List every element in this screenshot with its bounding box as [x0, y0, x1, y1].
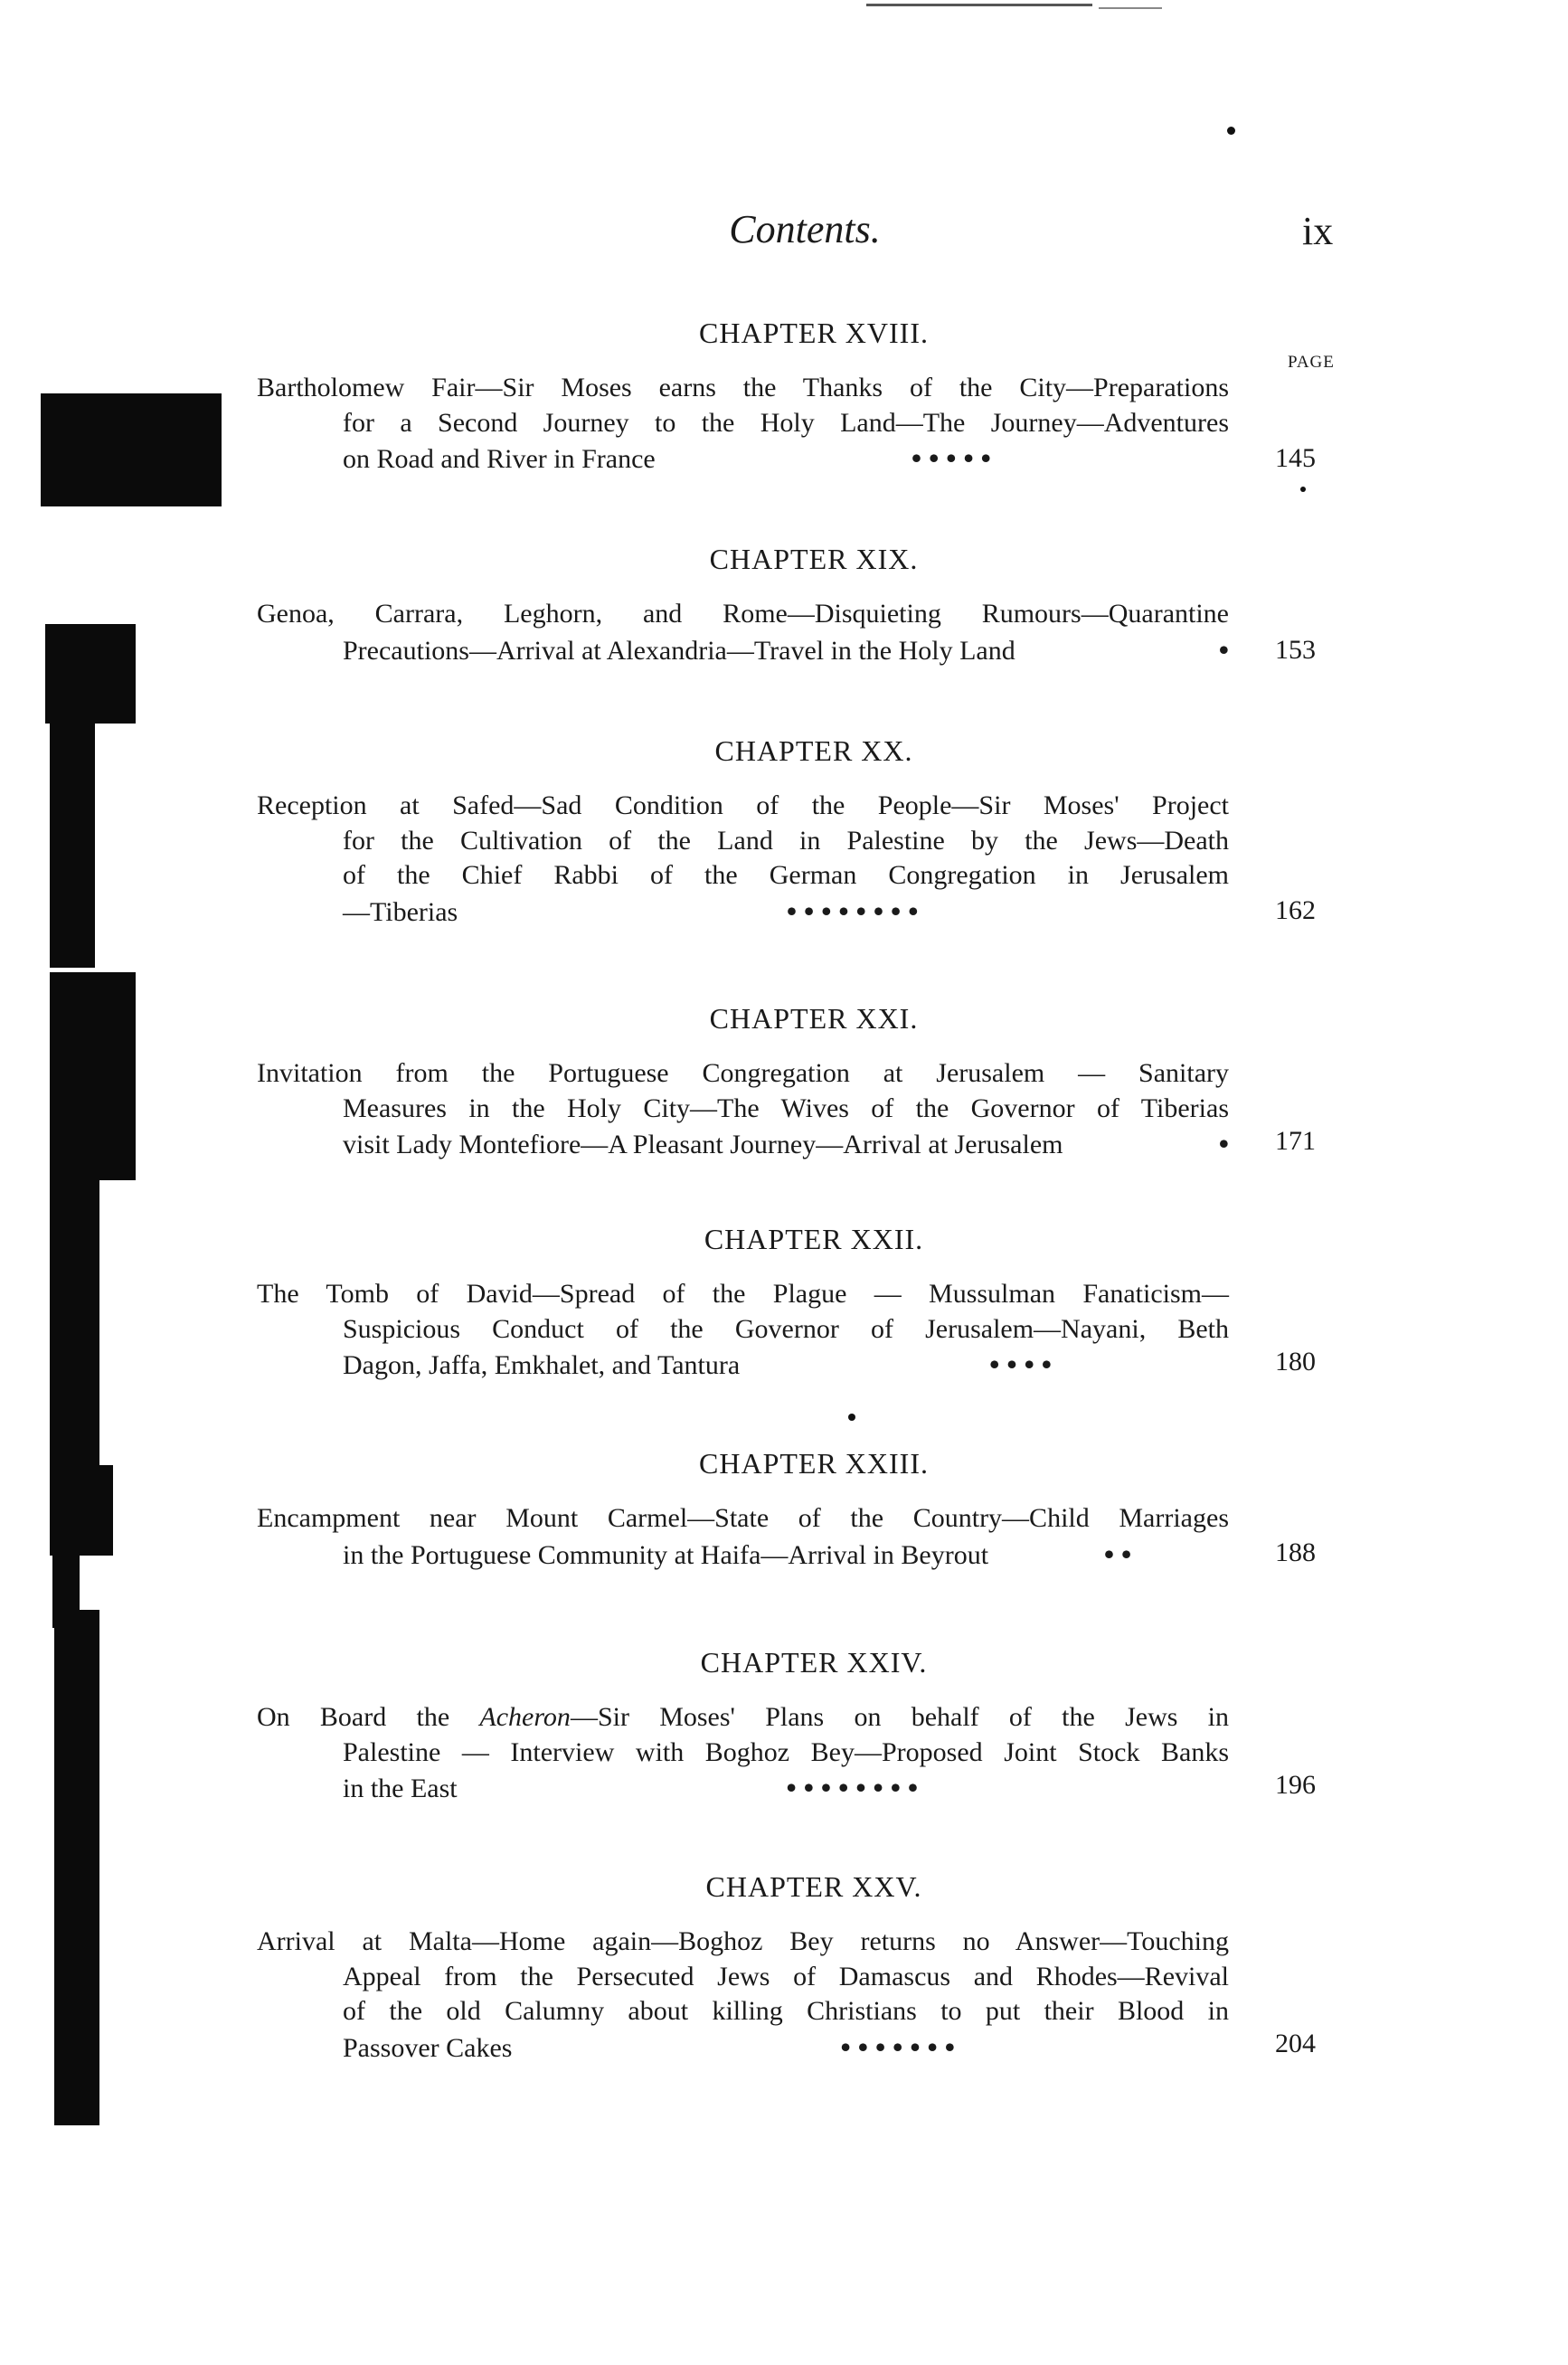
dot-leaders: • • • • • • • • — [786, 1771, 919, 1803]
chapter-heading: CHAPTER XIX. — [709, 543, 919, 575]
summary-text: —Sir Moses' Plans on behalf of the Jews in — [570, 1702, 1229, 1732]
chapter-summary — [257, 1700, 1229, 1807]
chapter-heading: CHAPTER XX. — [714, 734, 913, 767]
dot-leaders: • • • • • — [911, 441, 991, 474]
dot-leaders: • • • • • • • — [840, 2029, 955, 2063]
dot-leaders: • — [1218, 632, 1229, 666]
chapter-page-number: 171 — [1275, 1126, 1316, 1156]
summary-line: Suspicious Conduct of the Governor of Jerusalem—Nayani, Beth — [343, 1313, 1229, 1344]
chapter-summary — [257, 1501, 1229, 1573]
summary-line: of the Chief Rabbi of the German Congregation in Jerusalem — [343, 860, 1229, 890]
dot-leaders: • • • • — [989, 1348, 1052, 1380]
chapter-page-number: 153 — [1275, 635, 1316, 665]
chapter-summary — [257, 1056, 1229, 1163]
summary-line: visit Lady Montefiore—A Pleasant Journey—Arrival at Jerusalem — [343, 1130, 1063, 1159]
top-rule — [866, 4, 1092, 6]
chapter-page-number: 204 — [1275, 2029, 1316, 2058]
chapter-page-number: 196 — [1275, 1770, 1316, 1800]
summary-line: in the East — [343, 1774, 458, 1803]
chapter-page-number: 188 — [1275, 1537, 1316, 1567]
chapter-summary — [257, 597, 1229, 668]
scan-margin-shadow — [50, 972, 136, 1180]
ink-speck — [1300, 487, 1306, 492]
chapter-summary — [257, 789, 1229, 930]
ship-name: Acheron — [479, 1702, 571, 1732]
summary-line: The Tomb of David—Spread of the Plague — Mussulman Fanaticism— — [257, 1279, 1229, 1309]
summary-line: Palestine — Interview with Boghoz Bey—Proposed Joint Stock Banks — [343, 1736, 1229, 1767]
summary-line: Measures in the Holy City—The Wives of the Governor of Tiberias — [343, 1093, 1229, 1123]
top-rule-fragment — [1099, 7, 1162, 9]
chapter-summary — [257, 371, 1229, 478]
summary-line: in the Portuguese Community at Haifa—Arrival in Beyrout — [343, 1539, 989, 1570]
summary-line: Appeal from the Persecuted Jews of Damascus and Rhodes—Revival — [343, 1961, 1229, 1991]
summary-line: Precautions—Arrival at Alexandria—Travel in the Holy Land — [343, 635, 1015, 666]
summary-line: of the old Calumny about killing Christians to put their Blood in — [343, 1996, 1229, 2026]
summary-last-line — [257, 1347, 1229, 1384]
summary-line: on Road and River in France — [343, 444, 656, 474]
page-number: ix — [1302, 209, 1334, 253]
chapter-page-number: 145 — [1275, 443, 1316, 473]
summary-line: Encampment near Mount Carmel—State of the Country—Child Marriages — [257, 1503, 1229, 1533]
summary-last-line — [257, 632, 1229, 669]
summary-last-line — [257, 2029, 1229, 2067]
scan-margin-shadow — [50, 724, 95, 968]
summary-text: On Board the — [257, 1702, 480, 1732]
scan-margin-shadow — [50, 1465, 113, 1556]
page-column-label: PAGE — [1288, 353, 1335, 372]
dot-leaders: • — [1218, 1127, 1229, 1159]
summary-line: for a Second Journey to the Holy Land—The Journey—Adventures — [343, 407, 1229, 438]
summary-line: —Tiberias — [343, 896, 458, 927]
chapter-summary — [257, 1277, 1229, 1384]
ink-speck — [1227, 127, 1235, 135]
scan-margin-shadow — [41, 393, 222, 506]
summary-line: Arrival at Malta—Home again—Boghoz Bey returns no Answer—Touching — [257, 1926, 1229, 1956]
dot-leaders: • • • • • • • • — [786, 894, 919, 927]
summary-last-line — [257, 440, 1229, 478]
chapter-heading: CHAPTER XXIII. — [699, 1447, 929, 1480]
scan-margin-shadow — [45, 624, 136, 724]
scan-margin-shadow — [54, 1610, 99, 2125]
summary-line: Dagon, Jaffa, Emkhalet, and Tantura — [343, 1350, 741, 1380]
dot-leaders: • • — [1103, 1537, 1132, 1570]
summary-line: Invitation from the Portuguese Congregation at Jerusalem — Sanitary — [257, 1058, 1229, 1088]
chapter-heading: CHAPTER XXIV. — [700, 1646, 928, 1679]
summary-line — [257, 1700, 1229, 1736]
chapter-page-number: 162 — [1275, 895, 1316, 925]
running-title: Contents. — [729, 207, 881, 251]
ink-speck — [848, 1414, 855, 1421]
chapter-heading: CHAPTER XXI. — [709, 1002, 919, 1035]
summary-line: Genoa, Carrara, Leghorn, and Rome—Disquieting Rumours—Quarantine — [257, 599, 1229, 629]
summary-last-line — [257, 1126, 1229, 1163]
summary-last-line — [257, 894, 1229, 931]
summary-last-line — [257, 1770, 1229, 1807]
summary-line: Reception at Safed—Sad Condition of the People—Sir Moses' Project — [257, 790, 1229, 820]
chapter-heading: CHAPTER XXII. — [704, 1223, 924, 1255]
chapter-heading: CHAPTER XVIII. — [699, 317, 929, 349]
scan-margin-shadow — [50, 1180, 99, 1470]
summary-line: for the Cultivation of the Land in Palestine by the Jews—Death — [343, 825, 1229, 856]
chapter-page-number: 180 — [1275, 1347, 1316, 1376]
chapter-summary — [257, 1925, 1229, 2066]
chapter-heading: CHAPTER XXV. — [705, 1870, 922, 1903]
summary-line: Bartholomew Fair—Sir Moses earns the Thanks of the City—Preparations — [257, 373, 1229, 402]
summary-last-line — [257, 1537, 1229, 1574]
summary-line: Passover Cakes — [343, 2032, 513, 2063]
